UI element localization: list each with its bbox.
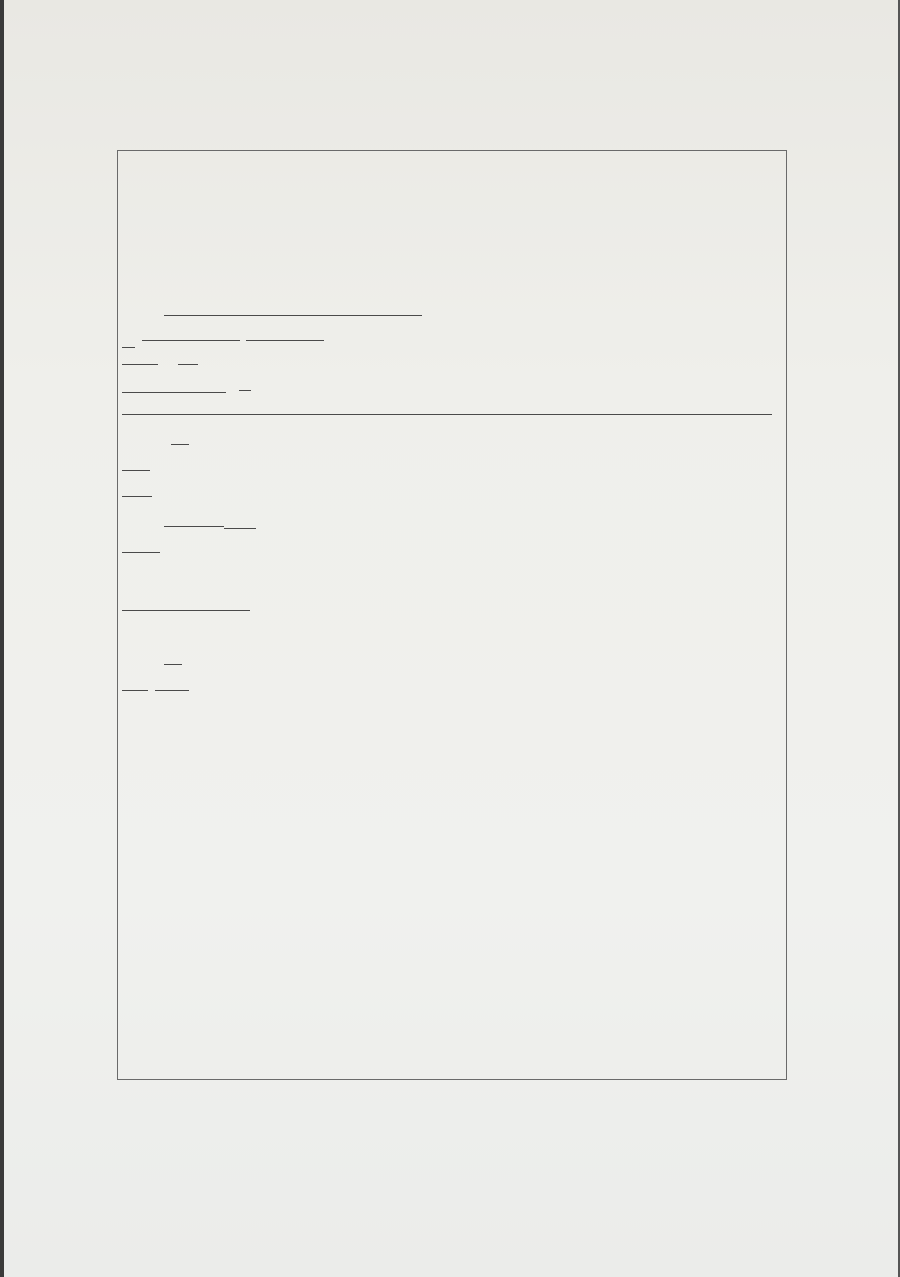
fact-field xyxy=(171,444,189,445)
law-field xyxy=(164,526,180,527)
legal-rep-field xyxy=(122,374,226,393)
penalty-field xyxy=(122,552,160,553)
article-field xyxy=(180,526,196,527)
party-name-field xyxy=(164,291,422,316)
basis-line2 xyxy=(122,535,160,559)
appeal-line2 xyxy=(122,673,195,697)
party-id-line xyxy=(122,323,324,348)
execution-line2 xyxy=(122,591,250,615)
party-birth-line xyxy=(122,347,198,371)
address-line2 xyxy=(122,397,784,421)
facts-line2 xyxy=(122,453,150,477)
facts-line3 xyxy=(122,479,152,503)
age-field xyxy=(246,340,324,341)
item-field xyxy=(224,510,256,529)
party-name-line xyxy=(164,291,422,316)
bank-field xyxy=(122,592,250,611)
appeal-line1 xyxy=(164,647,182,671)
id-type-field xyxy=(178,364,198,365)
evidence-field xyxy=(122,470,150,471)
party-address-line xyxy=(122,373,251,397)
gender-field xyxy=(142,340,240,341)
clause-field xyxy=(196,526,224,527)
address-field xyxy=(239,390,251,391)
basis-line1 xyxy=(164,509,256,533)
document-frame xyxy=(117,150,787,1080)
birth-date-field xyxy=(122,364,158,365)
facts-line1 xyxy=(164,427,189,451)
photo-edge xyxy=(0,0,4,1277)
